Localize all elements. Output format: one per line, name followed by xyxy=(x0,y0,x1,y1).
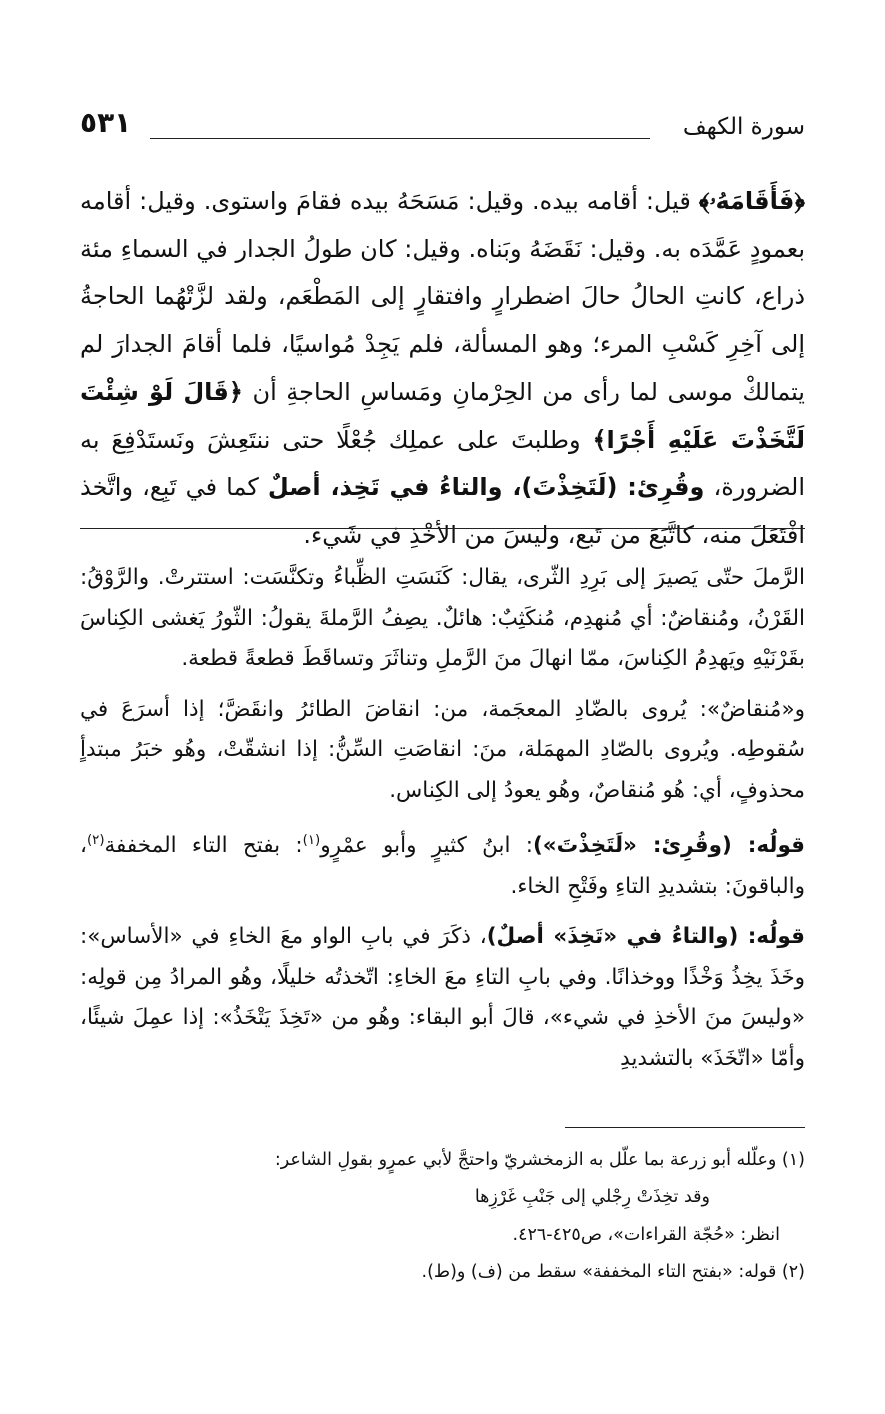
commentary-paragraph: و«مُنقاضٌ»: يُروى بالضّادِ المعجَمة، من: انقاضَ الطائرُ وانقَضَّ؛ إذا أسرَعَ في سُقوطِه. ويُروى بالصّادِ المهمَلة، منَ: انقاصَتِ السِّنُّ: إذا انشقّتْ، وهُو خبَرُ مبتدأٍ محذوفٍ، أي: هُو مُنقاصٌ، وهُو يعودُ إلى الكِناس. xyxy=(80,696,805,803)
main-text-segment: وطلبتَ على عملِك جُعْلًا حتى ننتَعِشَ ونَستَدْفِعَ به الضرورة، xyxy=(80,425,806,502)
footnote: (٢) قوله: «بفتح التاء المخففة» سقط من (ف) و(ط). xyxy=(421,1261,805,1282)
footnote: (١) وعلّله أبو زرعة بما علّل به الزمخشريّ واحتجَّ لأبي عمرٍو بقولِ الشاعر: xyxy=(274,1150,805,1170)
quran-quote: ﴿قَالَ لَوْ شِئْتَ لَتَّخَذْتَ عَلَيْهِ أَجْرًا﴾ xyxy=(80,377,805,454)
commentary-text: ، ذكَرَ في بابِ الواو معَ الخاءِ في «الأساس»: وخَذَ يخِذُ وَخْذًا ووخذانًا. وفي بابِ التاءِ معَ الخاءِ: اتّخذتُه خليلًا، وهُو المرادُ مِن قولِه: «وليسَ منَ الأخذِ في شيء»، قالَ أبو البقاء: وهُو من «تَخِذَ يَتْخَذُ»: إذا عمِلَ شيئًا، وأمّا «اتّخَذَ» بالتشديدِ xyxy=(80,924,805,1071)
main-text-segment: قيل: أقامه بيده. وقيل: مَسَحَهُ بيده فقامَ واستوى. وقيل: أقامه بعمودٍ عَمَّدَه به. وقيل: نَقَضَهُ وبَناه. وقيل: كان طولُ الجدار في السماءِ مئة ذراع، كانتِ الحالُ حالَ اضطرارٍ وافتقارٍ إلى المَطْعَم، ولقد لزَّتْهُما الحاجةُ إلى آخِرِ كَسْبِ المرء؛ وهو المسألة، فلم يَجِدْ مُواسيًا، فلما أقامَ الجدارَ لم يتمالكْ موسى لما رأى من الحِرْمانِ ومَساسِ الحاجةِ أن xyxy=(80,187,805,406)
main-divider xyxy=(80,528,805,529)
footnote-verse: وقد تخِذَتْ رِجْلي إلى جَنْبِ غَرْزِها xyxy=(474,1186,710,1207)
commentary-paragraph: الرَّملَ حتّى يَصيرَ إلى بَرِدِ الثّرى، يقال: كَنَسَتِ الظِّباءُ وتكنَّسَت: استترتْ. والرَّوْقُ: القَرْنُ، ومُنقاضٌ: أي مُنهدِم، مُنكَثِبٌ: هائلٌ. يصِفُ الرَّملةَ يقولُ: الثّورُ يَغشى الكِناسَ بقَرْنَيْهِ ويَهدِمُ الكِناسَ، ممّا انهالَ منَ الرَّملِ وتناثَرَ وتساقَطَ قطعةً قطعة. xyxy=(80,565,805,671)
footnote-ref: (٢) xyxy=(86,833,105,848)
main-text xyxy=(80,178,805,560)
commentary-lemma: قولُه: (وقُرِئ: «لَتَخِذْتَ») xyxy=(532,833,806,859)
commentary-text: ، والباقونَ: بتشديدِ التاءِ وفَتْحِ الخاء. xyxy=(80,833,805,899)
surah-title: سورة الكهف xyxy=(682,114,805,140)
commentary-paragraph xyxy=(80,821,805,907)
footnote-rule xyxy=(565,1127,805,1128)
header-rule xyxy=(150,138,650,139)
running-header xyxy=(80,106,805,146)
commentary-text: : ابنُ كثيرٍ وأبو عمْرٍو xyxy=(320,833,533,859)
commentary-lemma: قولُه: (والتاءُ في «تَخِذَ» أصلٌ) xyxy=(486,924,805,950)
footnotes xyxy=(80,1145,805,1293)
commentary xyxy=(80,558,805,1089)
page-number: ٥٣١ xyxy=(80,106,132,139)
quran-quote: ﴿فَأَقَامَهُۥ﴾ xyxy=(698,187,805,215)
footnote-ref: (١) xyxy=(302,833,321,848)
main-text-segment: كما في تَبِع، واتَّخذ افْتَعَلَ منه، كاتَّبَعَ من تَبع، وليسَ من الأخْذِ في شَيء. xyxy=(80,473,805,549)
commentary-text: : بفتح التاء المخففة xyxy=(104,833,303,859)
commentary-paragraph xyxy=(80,917,805,1079)
qiraah-note: وقُرِئ: (لَتَخِذْتَ)، والتاءُ في تَخِذ، أصلٌ xyxy=(267,473,705,502)
footnote-reference: انظر: «حُجّة القراءات»، ص٤٢٥-٤٢٦. xyxy=(512,1225,780,1245)
